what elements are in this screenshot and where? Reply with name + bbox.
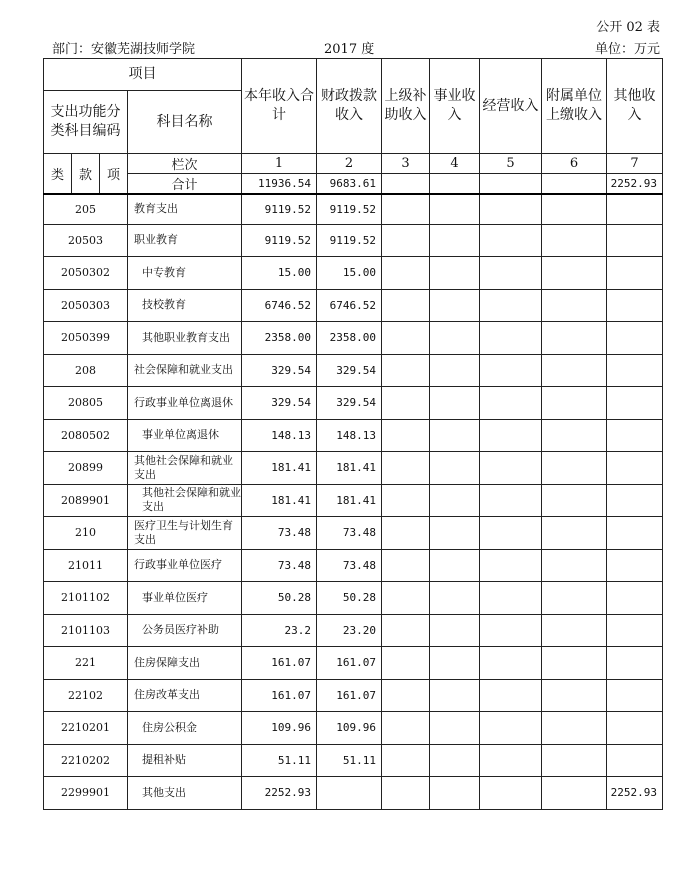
row-value-col-4	[430, 679, 480, 712]
row-value-col-7	[607, 582, 663, 615]
row-value-col-3	[382, 419, 430, 452]
row-value-col-6	[542, 354, 607, 387]
row-value-col-1: 15.00	[242, 257, 317, 290]
row-value-col-2: 73.48	[317, 517, 382, 550]
row-value-col-3	[382, 679, 430, 712]
row-value-col-3	[382, 484, 430, 517]
col-num: 3	[382, 154, 430, 174]
row-value-col-5	[480, 777, 542, 810]
row-subject-name: 其他社会保障和就业支出	[128, 484, 242, 517]
row-value-col-2: 329.54	[317, 387, 382, 420]
row-subject-name: 公务员医疗补助	[128, 614, 242, 647]
row-value-col-6	[542, 194, 607, 224]
header-func-code: 支出功能分类科目编码	[44, 91, 128, 154]
row-value-col-6	[542, 549, 607, 582]
row-value-col-6	[542, 387, 607, 420]
row-value-col-5	[480, 712, 542, 745]
row-subject-name: 提租补贴	[128, 744, 242, 777]
row-code: 205	[44, 194, 128, 224]
row-value-col-3	[382, 224, 430, 257]
form-code: 公开 02 表	[596, 20, 660, 35]
row-code: 2089901	[44, 484, 128, 517]
row-code: 2210202	[44, 744, 128, 777]
row-value-col-6	[542, 452, 607, 485]
row-value-col-4	[430, 419, 480, 452]
row-value-col-6	[542, 647, 607, 680]
table-row	[44, 224, 663, 257]
row-value-col-3	[382, 322, 430, 355]
row-value-col-4	[430, 452, 480, 485]
row-code: 2050399	[44, 322, 128, 355]
row-value-col-3	[382, 647, 430, 680]
row-value-col-3	[382, 387, 430, 420]
row-value-col-6	[542, 614, 607, 647]
row-code: 210	[44, 517, 128, 550]
row-subject-name: 事业单位医疗	[128, 582, 242, 615]
row-value-col-2: 50.28	[317, 582, 382, 615]
row-value-col-2: 148.13	[317, 419, 382, 452]
row-value-col-4	[430, 582, 480, 615]
table-row	[44, 419, 663, 452]
row-value-col-6	[542, 224, 607, 257]
row-value-col-4	[430, 614, 480, 647]
row-subject-name: 医疗卫生与计划生育支出	[128, 517, 242, 550]
table-row	[44, 744, 663, 777]
row-value-col-4	[430, 194, 480, 224]
col-num: 1	[242, 154, 317, 174]
row-value-col-1: 109.96	[242, 712, 317, 745]
row-value-col-7	[607, 452, 663, 485]
row-value-col-1: 50.28	[242, 582, 317, 615]
row-value-col-3	[382, 549, 430, 582]
row-value-col-3	[382, 194, 430, 224]
row-value-col-1: 181.41	[242, 484, 317, 517]
row-value-col-2: 2358.00	[317, 322, 382, 355]
row-value-col-1: 9119.52	[242, 224, 317, 257]
row-value-col-7	[607, 712, 663, 745]
row-value-col-2: 161.07	[317, 679, 382, 712]
row-value-col-3	[382, 354, 430, 387]
row-value-col-1: 181.41	[242, 452, 317, 485]
row-code: 221	[44, 647, 128, 680]
row-value-col-3	[382, 744, 430, 777]
col-num: 6	[542, 154, 607, 174]
total-row	[44, 174, 663, 195]
row-code: 22102	[44, 679, 128, 712]
income-table	[43, 58, 663, 810]
table-row	[44, 679, 663, 712]
row-value-col-6	[542, 582, 607, 615]
row-value-col-4	[430, 549, 480, 582]
row-value-col-7	[607, 194, 663, 224]
row-value-col-1: 329.54	[242, 387, 317, 420]
row-value-col-2: 73.48	[317, 549, 382, 582]
header-kuan: 款	[72, 154, 100, 195]
total-cell	[480, 174, 542, 195]
row-value-col-2: 15.00	[317, 257, 382, 290]
row-value-col-3	[382, 517, 430, 550]
row-value-col-7	[607, 744, 663, 777]
row-value-col-2: 9119.52	[317, 194, 382, 224]
row-value-col-2: 109.96	[317, 712, 382, 745]
row-value-col-1: 148.13	[242, 419, 317, 452]
header-col-3: 上级补助收入	[382, 59, 430, 154]
row-value-col-5	[480, 289, 542, 322]
row-value-col-2: 9119.52	[317, 224, 382, 257]
row-value-col-7	[607, 419, 663, 452]
row-value-col-3	[382, 712, 430, 745]
row-value-col-7	[607, 354, 663, 387]
row-value-col-5	[480, 744, 542, 777]
total-cell: 9683.61	[317, 174, 382, 195]
row-value-col-3	[382, 777, 430, 810]
row-value-col-1: 161.07	[242, 679, 317, 712]
table-row	[44, 452, 663, 485]
row-subject-name: 职业教育	[128, 224, 242, 257]
row-value-col-4	[430, 387, 480, 420]
row-value-col-6	[542, 484, 607, 517]
row-code: 20503	[44, 224, 128, 257]
header-col-6: 附属单位上缴收入	[542, 59, 607, 154]
header-subject-name: 科目名称	[128, 91, 242, 154]
table-row	[44, 614, 663, 647]
row-value-col-6	[542, 517, 607, 550]
row-value-col-7	[607, 549, 663, 582]
header-col-1: 本年收入合计	[242, 59, 317, 154]
row-value-col-1: 2252.93	[242, 777, 317, 810]
table-row	[44, 647, 663, 680]
row-value-col-5	[480, 224, 542, 257]
row-code: 20899	[44, 452, 128, 485]
row-value-col-2: 51.11	[317, 744, 382, 777]
row-value-col-7	[607, 257, 663, 290]
row-value-col-5	[480, 647, 542, 680]
col-num: 5	[480, 154, 542, 174]
row-value-col-5	[480, 614, 542, 647]
row-subject-name: 事业单位离退休	[128, 419, 242, 452]
row-value-col-1: 9119.52	[242, 194, 317, 224]
row-value-col-4	[430, 354, 480, 387]
row-value-col-4	[430, 517, 480, 550]
report-year: 2017 度	[324, 42, 375, 57]
row-value-col-5	[480, 387, 542, 420]
row-subject-name: 社会保障和就业支出	[128, 354, 242, 387]
row-value-col-7	[607, 647, 663, 680]
row-value-col-3	[382, 289, 430, 322]
col-num: 7	[607, 154, 663, 174]
table-row	[44, 289, 663, 322]
table-row	[44, 582, 663, 615]
row-value-col-6	[542, 777, 607, 810]
table-row	[44, 387, 663, 420]
table-row	[44, 322, 663, 355]
total-cell: 11936.54	[242, 174, 317, 195]
row-value-col-4	[430, 712, 480, 745]
row-code: 21011	[44, 549, 128, 582]
department: 部门：安徽芜湖技师学院	[52, 42, 196, 57]
row-value-col-1: 6746.52	[242, 289, 317, 322]
table-row	[44, 354, 663, 387]
row-code: 20805	[44, 387, 128, 420]
table-row	[44, 712, 663, 745]
row-code: 2080502	[44, 419, 128, 452]
row-value-col-2: 23.20	[317, 614, 382, 647]
row-subject-name: 中专教育	[128, 257, 242, 290]
header-col-2: 财政拨款收入	[317, 59, 382, 154]
row-value-col-5	[480, 354, 542, 387]
header-lei: 类	[44, 154, 72, 195]
row-value-col-7	[607, 517, 663, 550]
row-value-col-2: 161.07	[317, 647, 382, 680]
header-col-4: 事业收入	[430, 59, 480, 154]
row-value-col-4	[430, 647, 480, 680]
row-value-col-5	[480, 679, 542, 712]
header-xiang: 项	[100, 154, 128, 195]
header-col-5: 经营收入	[480, 59, 542, 154]
row-value-col-6	[542, 679, 607, 712]
row-value-col-1: 51.11	[242, 744, 317, 777]
row-value-col-6	[542, 257, 607, 290]
row-value-col-6	[542, 322, 607, 355]
row-value-col-5	[480, 517, 542, 550]
table-row	[44, 517, 663, 550]
row-value-col-6	[542, 289, 607, 322]
row-value-col-2: 6746.52	[317, 289, 382, 322]
row-value-col-1: 23.2	[242, 614, 317, 647]
row-value-col-1: 329.54	[242, 354, 317, 387]
row-value-col-4	[430, 289, 480, 322]
row-value-col-2: 181.41	[317, 484, 382, 517]
header-col-7: 其他收入	[607, 59, 663, 154]
row-value-col-7	[607, 679, 663, 712]
table-row	[44, 484, 663, 517]
row-value-col-3	[382, 257, 430, 290]
row-value-col-4	[430, 777, 480, 810]
row-value-col-2: 181.41	[317, 452, 382, 485]
row-value-col-6	[542, 744, 607, 777]
row-subject-name: 其他支出	[128, 777, 242, 810]
row-code: 2050303	[44, 289, 128, 322]
row-value-col-5	[480, 322, 542, 355]
row-value-col-4	[430, 744, 480, 777]
row-value-col-7	[607, 322, 663, 355]
row-value-col-7	[607, 224, 663, 257]
row-value-col-2: 329.54	[317, 354, 382, 387]
row-subject-name: 其他社会保障和就业支出	[128, 452, 242, 485]
row-value-col-6	[542, 712, 607, 745]
row-value-col-5	[480, 257, 542, 290]
table-row	[44, 549, 663, 582]
row-value-col-5	[480, 194, 542, 224]
row-code: 2101103	[44, 614, 128, 647]
row-value-col-3	[382, 614, 430, 647]
row-value-col-5	[480, 419, 542, 452]
row-subject-name: 技校教育	[128, 289, 242, 322]
row-code: 2299901	[44, 777, 128, 810]
header-project: 项目	[44, 59, 242, 91]
row-subject-name: 教育支出	[128, 194, 242, 224]
total-cell	[430, 174, 480, 195]
row-code: 2050302	[44, 257, 128, 290]
row-value-col-4	[430, 257, 480, 290]
row-value-col-5	[480, 484, 542, 517]
row-value-col-1: 73.48	[242, 517, 317, 550]
row-code: 2101102	[44, 582, 128, 615]
col-num: 2	[317, 154, 382, 174]
total-cell	[542, 174, 607, 195]
row-value-col-7	[607, 614, 663, 647]
total-cell: 2252.93	[607, 174, 663, 195]
row-subject-name: 其他职业教育支出	[128, 322, 242, 355]
row-value-col-4	[430, 224, 480, 257]
row-value-col-5	[480, 452, 542, 485]
total-cell	[382, 174, 430, 195]
table-row	[44, 257, 663, 290]
row-value-col-1: 161.07	[242, 647, 317, 680]
row-value-col-4	[430, 484, 480, 517]
total-label: 合计	[128, 174, 242, 195]
row-subject-name: 住房保障支出	[128, 647, 242, 680]
table-row	[44, 194, 663, 224]
table-row	[44, 777, 663, 810]
row-value-col-1: 2358.00	[242, 322, 317, 355]
row-subject-name: 行政事业单位离退休	[128, 387, 242, 420]
row-value-col-1: 73.48	[242, 549, 317, 582]
row-subject-name: 住房公积金	[128, 712, 242, 745]
report-meta	[52, 38, 660, 56]
row-subject-name: 行政事业单位医疗	[128, 549, 242, 582]
row-value-col-3	[382, 452, 430, 485]
row-value-col-5	[480, 582, 542, 615]
row-value-col-7	[607, 387, 663, 420]
row-value-col-7	[607, 289, 663, 322]
row-code: 208	[44, 354, 128, 387]
unit-label: 单位：万元	[594, 42, 660, 57]
row-value-col-7: 2252.93	[607, 777, 663, 810]
col-label: 栏次	[128, 154, 242, 174]
row-value-col-5	[480, 549, 542, 582]
row-value-col-7	[607, 484, 663, 517]
row-code: 2210201	[44, 712, 128, 745]
col-num: 4	[430, 154, 480, 174]
row-value-col-4	[430, 322, 480, 355]
row-value-col-6	[542, 419, 607, 452]
row-value-col-2	[317, 777, 382, 810]
row-subject-name: 住房改革支出	[128, 679, 242, 712]
row-value-col-3	[382, 582, 430, 615]
